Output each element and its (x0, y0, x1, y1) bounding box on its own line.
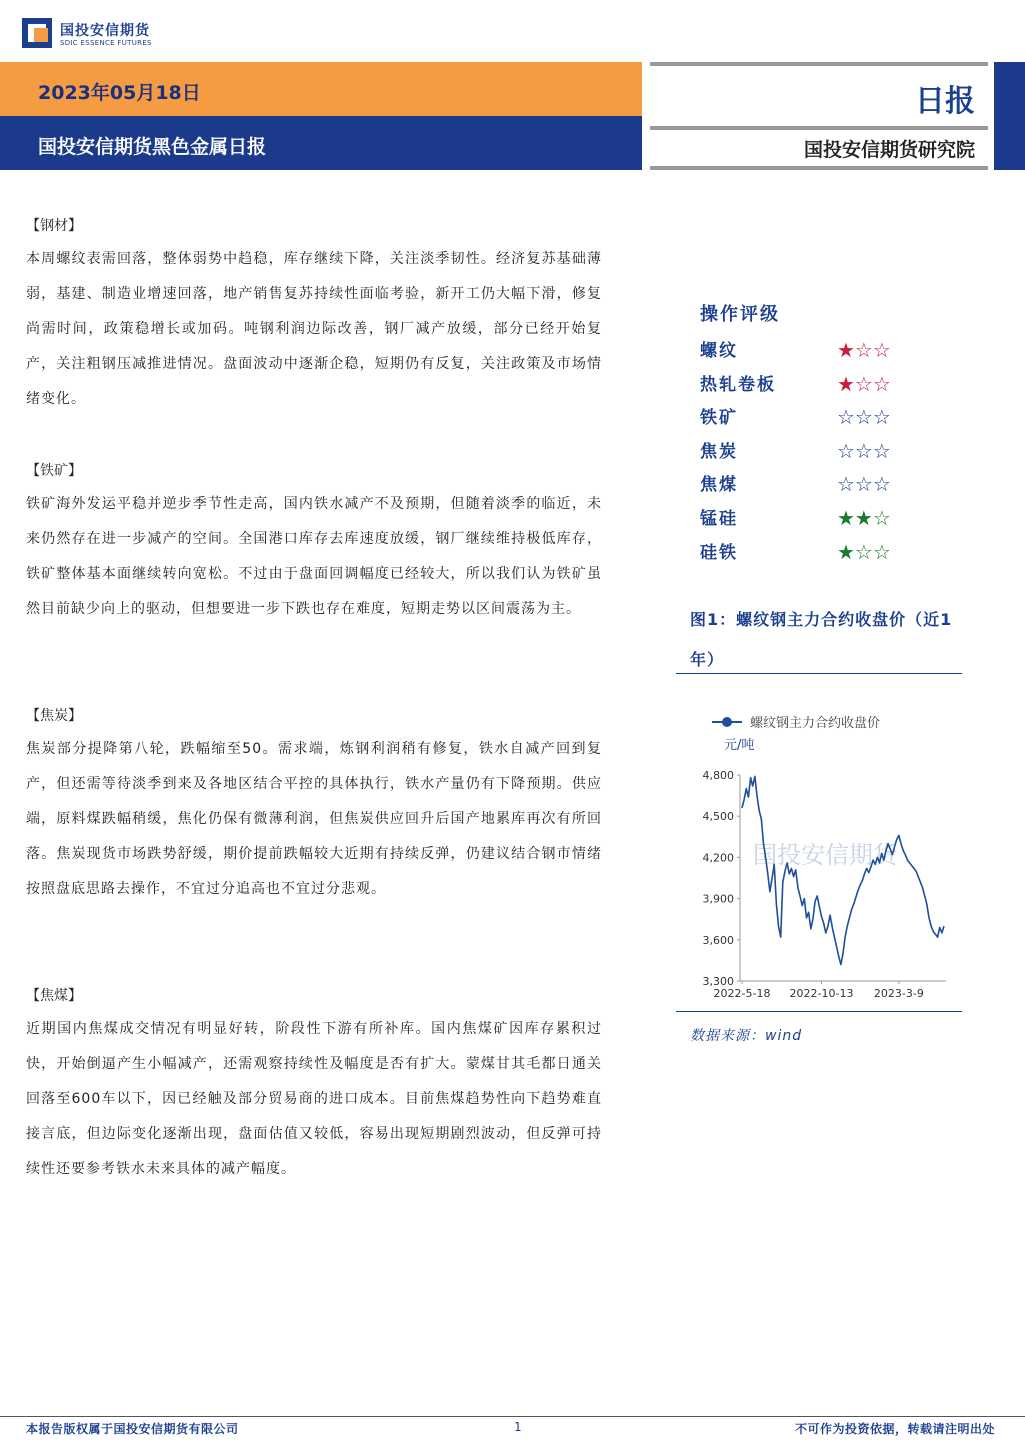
rating-label: 铁矿 (700, 408, 738, 429)
logo-mark-icon (22, 18, 52, 48)
rating-label: 热轧卷板 (700, 374, 776, 395)
rating-stars: ☆☆☆ (837, 438, 891, 463)
legend-label: 螺纹钢主力合约收盘价 (750, 716, 881, 731)
section-title-coke: 【焦炭】 (26, 708, 82, 724)
section-text-iron-ore: 铁矿海外发运平稳并逆步季节性走高，国内铁水减产不及预期，但随着淡季的临近，未来仍然存在进一步减产的空间。全国港口库存去库速度放缓，钢厂继续维持极低库存，铁矿整体基本面继续转向宽松。不过由于盘面回调幅度已经较大，所以我们认为铁矿虽然目前缺少向上的驱动，但想要进一步下跌也存在难度，短期走势以区间震荡为主。 (26, 496, 602, 617)
rating-row-hot-rolled-coil (700, 368, 960, 402)
rating-stars: ★★☆ (837, 505, 891, 530)
section-title-steel: 【钢材】 (26, 218, 82, 234)
legend-marker (722, 717, 732, 727)
rating-row-coke (700, 435, 960, 469)
x-tick-label: 2022-5-18 (713, 987, 771, 1000)
footer-copyright: 本报告版权属于国投安信期货有限公司 (26, 1422, 239, 1436)
report-date: 2023年05月18日 (38, 82, 201, 104)
rebar-price-chart (690, 705, 960, 1010)
rating-row-rebar (700, 334, 960, 368)
rating-stars: ★☆☆ (837, 539, 891, 564)
header-divider (650, 166, 988, 170)
header-divider (650, 62, 988, 66)
chart-watermark: 国投安信期货 (753, 841, 897, 869)
rating-label: 螺纹 (700, 341, 738, 361)
rating-stars: ☆☆☆ (837, 405, 891, 430)
rating-stars: ☆☆☆ (837, 472, 891, 497)
x-tick-label: 2023-3-9 (873, 987, 924, 1000)
rating-row-iron-ore (700, 401, 960, 435)
y-tick-label: 4,800 (702, 769, 734, 782)
rating-label: 硅铁 (700, 542, 738, 563)
rating-row-silicomanganese (700, 502, 960, 536)
series-line-rebar-close (742, 776, 944, 964)
y-axis-unit: 元/吨 (724, 738, 755, 753)
rating-label: 焦煤 (700, 475, 738, 496)
logo-name-en: SDIC ESSENCE FUTURES (60, 39, 152, 47)
report-title: 国投安信期货黑色金属日报 (38, 136, 267, 158)
institute-name: 国投安信期货研究院 (803, 139, 975, 161)
y-tick-label: 3,300 (702, 975, 734, 988)
rating-label: 锰硅 (700, 508, 738, 529)
footer-disclaimer: 不可作为投资依据，转载请注明出处 (794, 1422, 995, 1436)
figure-title: 图1：螺纹钢主力合约收盘价（近1年） (690, 610, 953, 669)
rating-panel (700, 300, 960, 569)
section-title-coking-coal: 【焦煤】 (26, 988, 82, 1004)
rating-row-coking-coal (700, 468, 960, 502)
footer-page-number: 1 (514, 1420, 522, 1434)
rating-label: 焦炭 (700, 441, 738, 462)
footer-rule (0, 1416, 1025, 1417)
figure-top-rule (676, 673, 962, 674)
rating-stars: ★☆☆ (837, 371, 891, 396)
header-accent-block (994, 62, 1025, 170)
y-tick-label: 4,200 (702, 851, 734, 865)
logo-name-cn: 国投安信期货 (60, 23, 150, 39)
rating-row-ferrosilicon (700, 536, 960, 570)
report-type-label: 日报 (915, 84, 975, 119)
y-tick-label: 3,600 (702, 933, 734, 947)
rating-title: 操作评级 (700, 304, 780, 325)
header-divider (650, 126, 988, 130)
data-source: 数据来源：wind (690, 1028, 803, 1044)
section-title-iron-ore: 【铁矿】 (26, 463, 82, 479)
x-tick-label: 2022-10-13 (789, 987, 854, 1000)
company-logo (22, 16, 222, 52)
section-text-steel: 本周螺纹表需回落，整体弱势中趋稳，库存继续下降，关注淡季韧性。经济复苏基础薄弱，基建、制造业增速回落，地产销售复苏持续性面临考验，新开工仍大幅下滑，修复尚需时间，政策稳增长或加码。吨钢利润边际改善，钢厂减产放缓，部分已经开始复产，关注粗钢压减推进情况。盘面波动中逐渐企稳，短期仍有反复，关注政策及市场情绪变化。 (26, 251, 602, 407)
section-text-coking-coal: 近期国内焦煤成交情况有明显好转，阶段性下游有所补库。国内焦煤矿因库存累积过快，开始倒逼产生小幅减产，还需观察持续性及幅度是否有扩大。蒙煤甘其毛都日通关回落至600车以下，因已经触及部分贸易商的进口成本。目前焦煤趋势性向下趋势难直接言底，但边际变化逐渐出现，盘面估值又较低，容易出现短期剧烈波动，但反弹可持续性还要参考铁水未来具体的减产幅度。 (26, 1021, 602, 1177)
section-text-coke: 焦炭部分提降第八轮，跌幅缩至50。需求端，炼钢利润稍有修复，铁水自减产回到复产，但还需等待淡季到来及各地区结合平控的具体执行，铁水产量仍有下降预期。供应端，原料煤跌幅稍缓，焦化仍保有微薄利润，但焦炭供应回升后国产地累库再次有所回落。焦炭现货市场跌势舒缓，期价提前跌幅较大近期有持续反弹，仍建议结合钢市情绪按照盘底思路去操作，不宜过分追高也不宜过分悲观。 (26, 741, 602, 897)
rating-stars: ★☆☆ (837, 338, 891, 362)
y-tick-label: 3,900 (702, 892, 734, 906)
y-tick-label: 4,500 (702, 810, 734, 824)
figure-bottom-rule (676, 1011, 962, 1012)
